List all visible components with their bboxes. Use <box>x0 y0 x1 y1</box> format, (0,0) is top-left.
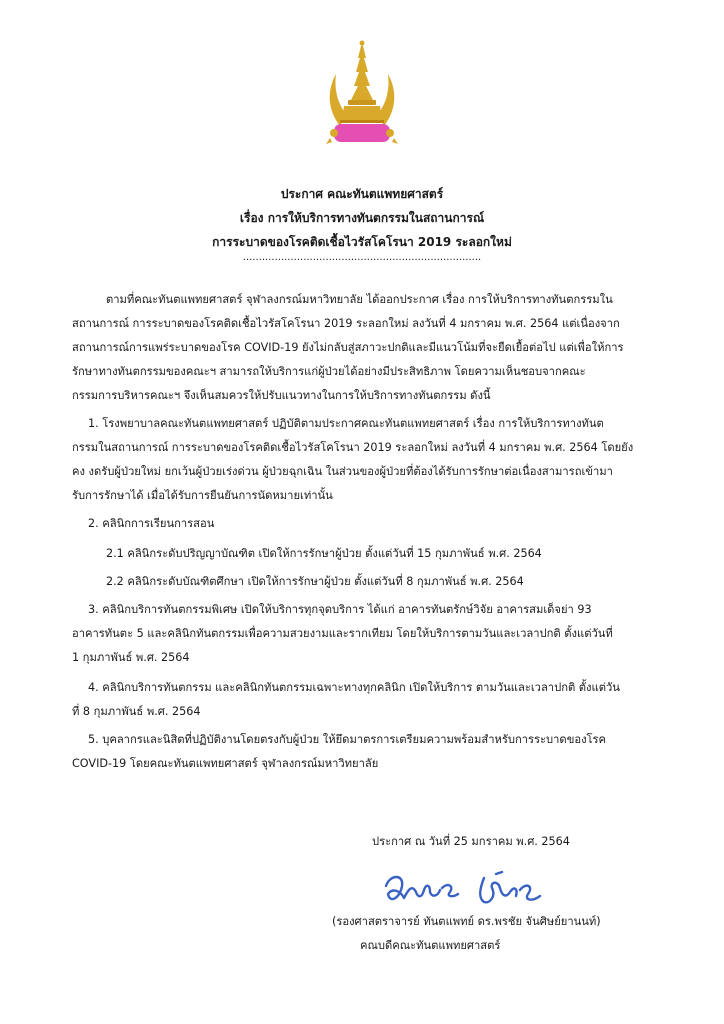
item-1-line: รับการรักษาได้ เมื่อได้รับการยืนยันการนัดหมายเท่านั้น <box>72 489 333 502</box>
intro-line: กรรมการบริหารคณะฯ จึงเห็นสมควรให้ปรับแนวทางในการให้บริการทางทันตกรรม ดังนี้ <box>72 389 491 402</box>
chulalongkorn-seal-icon <box>322 38 402 148</box>
announcement-subject-continued: การระบาดของโรคติดเชื้อไวรัสโคโรนา 2019 ระลอกใหม่ <box>212 235 512 249</box>
item-3-line: 3. คลินิกบริการทันตกรรมพิเศษ เปิดให้บริการทุกจุดบริการ ได้แก่ อาคารทันตรักษ์วิจัย อาคารสมเด็จย่า 93 <box>88 603 592 616</box>
signatory-position: คณบดีคณะทันตแพทยศาสตร์ <box>360 939 501 952</box>
intro-line: สถานการณ์ การระบาดของโรคติดเชื้อไวรัสโคโรนา 2019 ระลอกใหม่ ลงวันที่ 4 มกราคม พ.ศ. 2564 แต่เนื่องจาก <box>72 317 620 330</box>
intro-line: สถานการณ์การแพร่ระบาดของโรค COVID-19 ยังไม่กลับสู่สภาวะปกติและมีแนวโน้มที่จะยืดเยื้อต่อไป แต่เพื่อให้การ <box>72 341 624 354</box>
item-4-line: 4. คลินิกบริการทันตกรรม และคลินิกทันตกรรมเฉพาะทางทุกคลินิก เปิดให้บริการ ตามวันและเวลาปกติ ตั้งแต่วัน <box>88 681 620 694</box>
intro-line: รักษาทางทันตกรรมของคณะฯ สามารถให้บริการแก่ผู้ป่วยได้อย่างมีประสิทธิภาพ โดยความเห็นชอบจากคณะ <box>72 365 586 378</box>
announcement-subject: เรื่อง การให้บริการทางทันตกรรมในสถานการณ์ <box>239 211 485 225</box>
item-2-2: 2.2 คลินิกระดับบัณฑิตศึกษา เปิดให้การรักษาผู้ป่วย ตั้งแต่วันที่ 8 กุมภาพันธ์ พ.ศ. 2564 <box>106 575 524 588</box>
item-1-line: คง งดรับผู้ป่วยใหม่ ยกเว้นผู้ป่วยเร่งด่วน ผู้ป่วยฉุกเฉิน ในส่วนของผู้ป่วยที่ต้องได้รับการรักษาต่อเนื่องสามารถเข้ามา <box>72 465 613 478</box>
item-5-line: 5. บุคลากรและนิสิตที่ปฏิบัติงานโดยตรงกับผู้ป่วย ให้ยึดมาตรการเตรียมความพร้อมสำหรับการระบาดของโรค <box>88 733 607 746</box>
announcement-date: ประกาศ ณ วันที่ 25 มกราคม พ.ศ. 2564 <box>372 835 570 848</box>
item-3-line: อาคารทันตะ 5 และคลินิกทันตกรรมเพื่อความสวยงามและรากเทียม โดยให้บริการตามวันและเวลาปกติ ตั้งแต่วันที่ <box>72 627 613 640</box>
item-1-line: กรรมในสถานการณ์ การระบาดของโรคติดเชื้อไวรัสโคโรนา 2019 ระลอกใหม่ ลงวันที่ 4 มกราคม พ.ศ. 2564 โดยยัง <box>72 441 634 454</box>
handwritten-signature <box>380 868 560 916</box>
item-1-line: 1. โรงพยาบาลคณะทันตแพทยศาสตร์ ปฏิบัติตามประกาศคณะทันตแพทยศาสตร์ เรื่อง การให้บริการทางทันต <box>88 417 604 430</box>
item-3-line: 1 กุมภาพันธ์ พ.ศ. 2564 <box>72 651 190 664</box>
item-4-line: ที่ 8 กุมภาพันธ์ พ.ศ. 2564 <box>72 705 201 718</box>
intro-line: ตามที่คณะทันตแพทยศาสตร์ จุฬาลงกรณ์มหาวิทยาลัย ได้ออกประกาศ เรื่อง การให้บริการทางทันตกรรมใน <box>106 293 613 306</box>
item-5-line: COVID-19 โดยคณะทันตแพทยศาสตร์ จุฬาลงกรณ์มหาวิทยาลัย <box>72 757 379 770</box>
item-2-heading: 2. คลินิกการเรียนการสอน <box>88 517 215 530</box>
item-2-1: 2.1 คลินิกระดับปริญญาบัณฑิต เปิดให้การรักษาผู้ป่วย ตั้งแต่วันที่ 15 กุมภาพันธ์ พ.ศ. 2564 <box>106 547 542 560</box>
title-separator: ........................................................................... <box>242 252 482 263</box>
signatory-name: (รองศาสตราจารย์ ทันตแพทย์ ดร.พรชัย จันศิษย์ยานนท์) <box>332 915 601 928</box>
announcement-title: ประกาศ คณะทันตแพทยศาสตร์ <box>280 187 444 201</box>
